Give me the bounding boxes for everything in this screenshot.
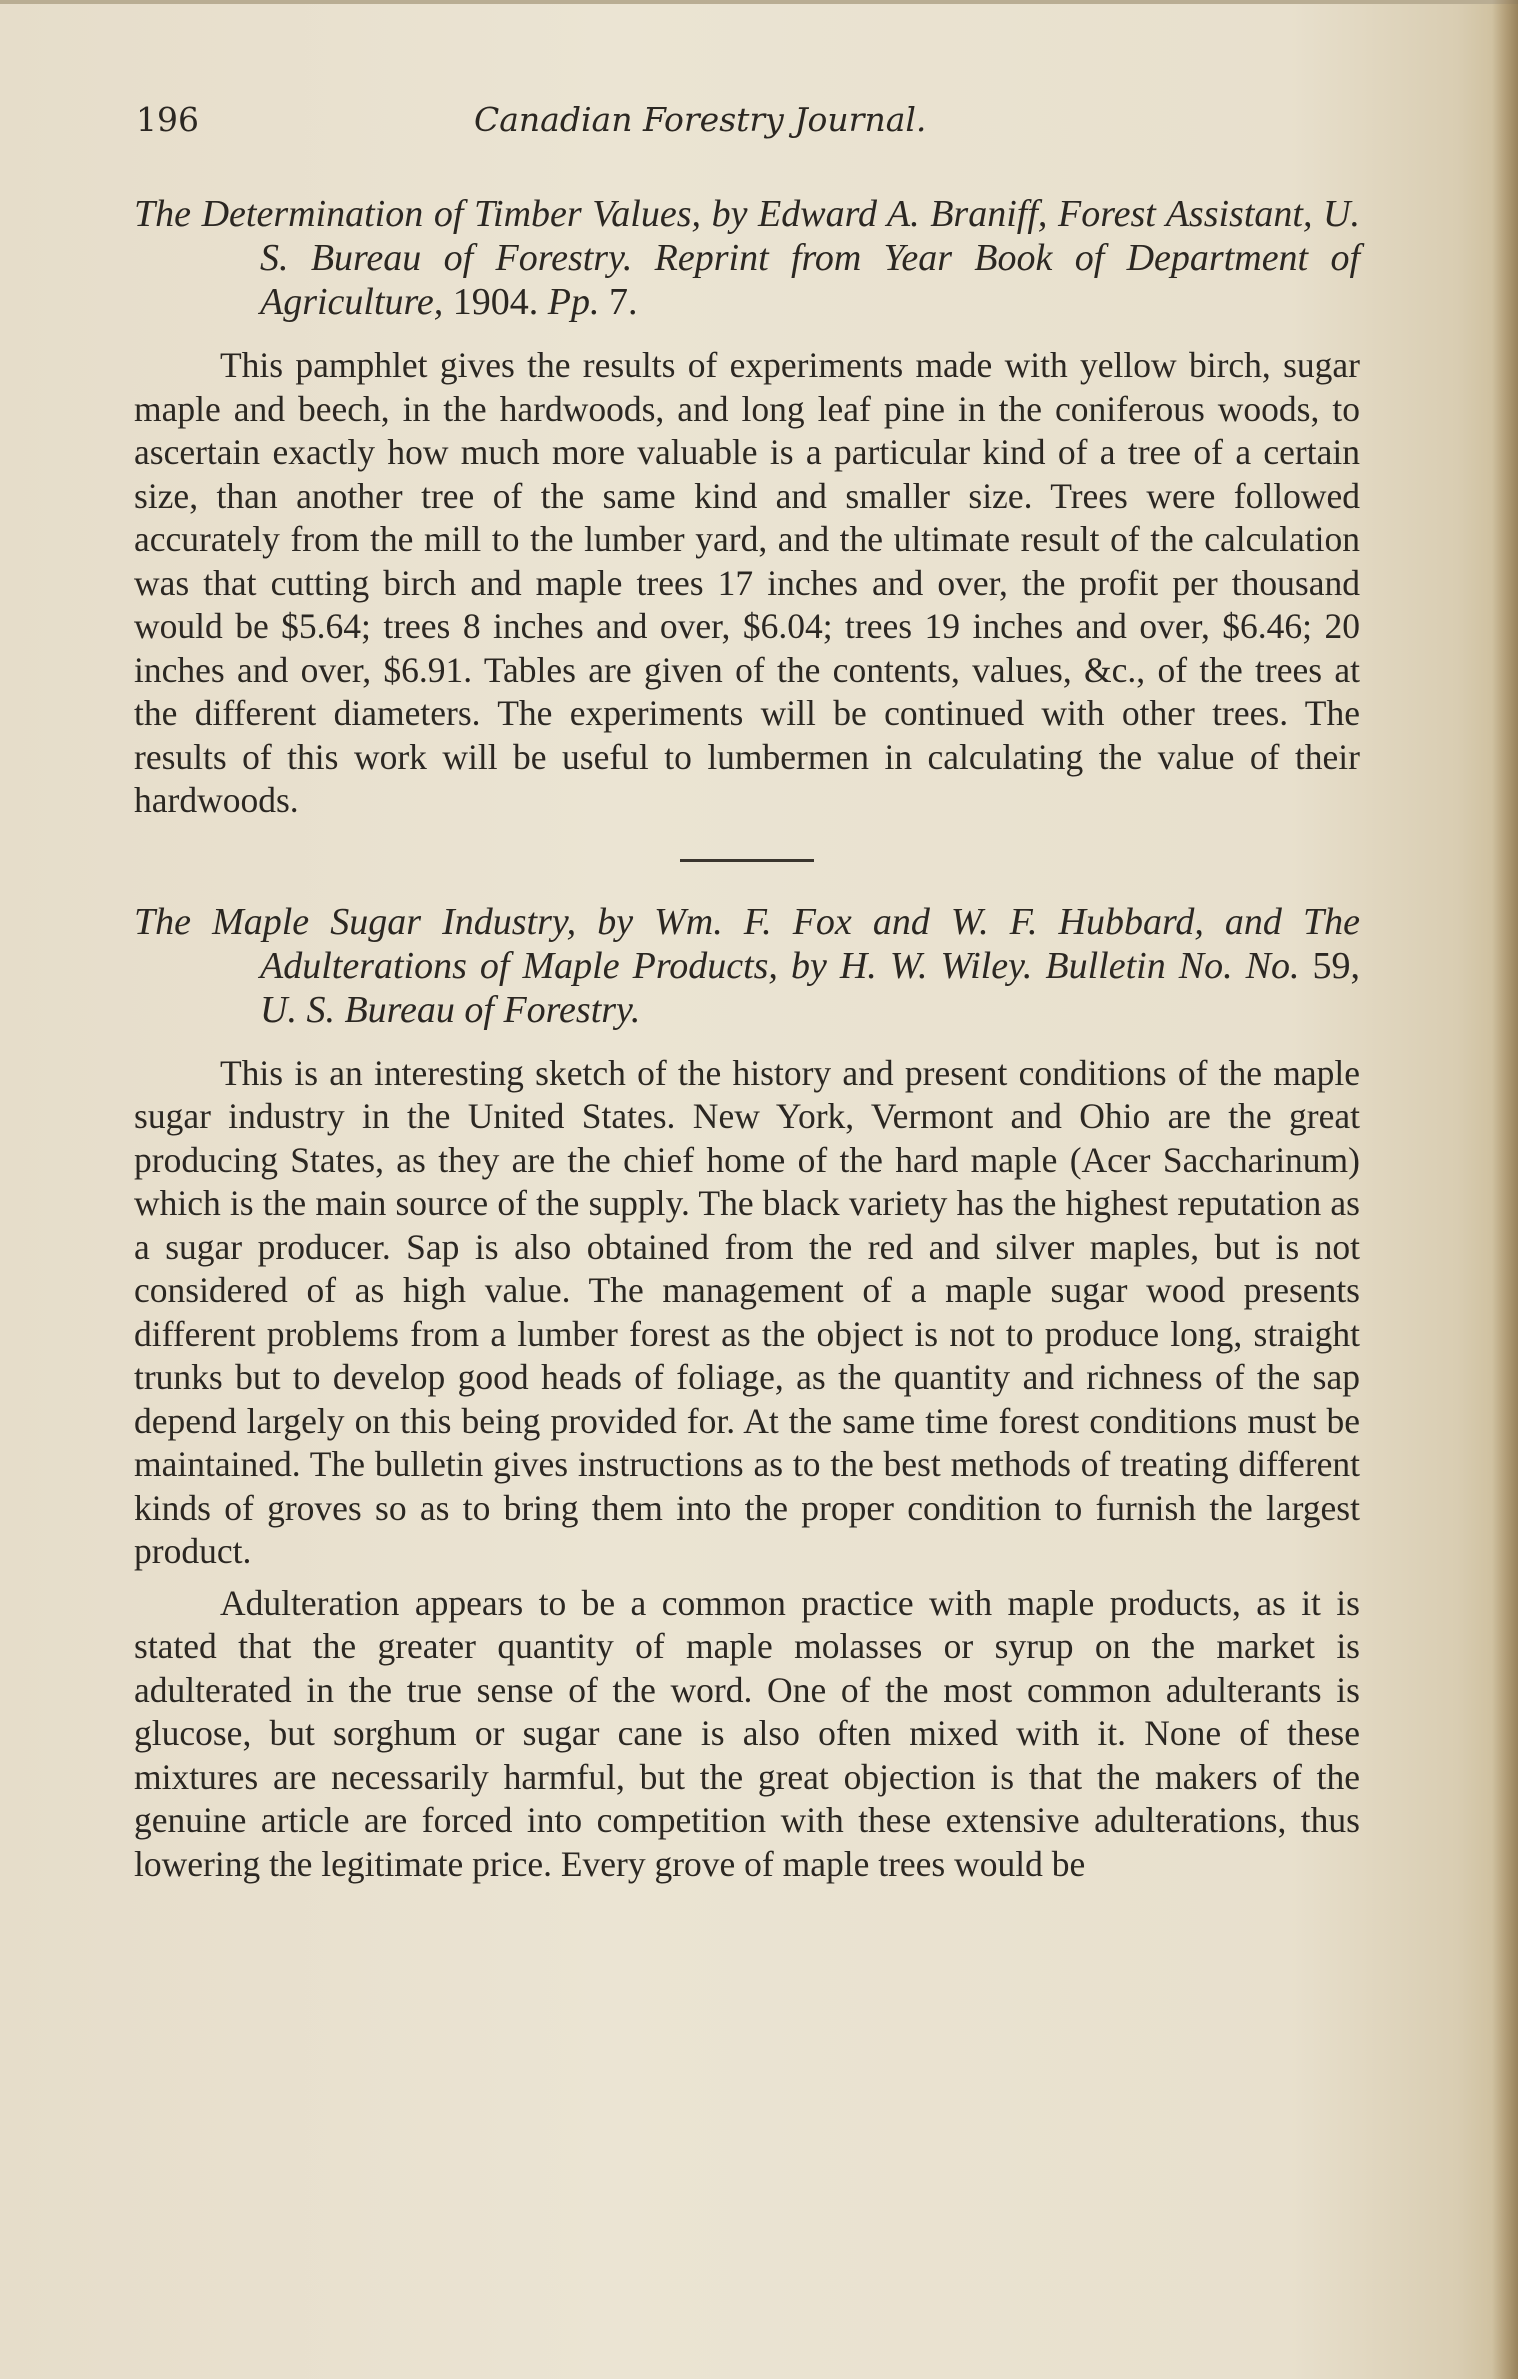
- page-number: 196: [136, 100, 199, 139]
- page-content: [134, 96, 1360, 1886]
- article1-citation-pages: 7.: [609, 281, 638, 323]
- article2-paragraph1: This is an interesting sketch of the history and present conditions of the maple sugar industry in the United States. New York, Vermont and Ohio are the great producing States, as they are the chief home of the hard maple (Acer Saccharinum) which is the main source of the supply. The black variety has the highest reputation as a sugar producer. Sap is also obtained from the red and silver maples, but is not considered of as high value. The management of a maple sugar wood presents different problems from a lumber forest as the object is not to produce long, straight trunks but to develop good heads of foliage, as the quantity and richness of the sap depend largely on this being provided for. At the same time forest conditions must be maintained. The bulletin gives instructions as to the best methods of treating different kinds of groves so as to bring them into the proper condition to furnish the largest product.: [134, 1052, 1360, 1571]
- article2-citation-main: The Maple Sugar Industry, by Wm. F. Fox and W. F. Hubbard, and The Adulterations of Maple Products, by H. W. Wiley. Bulletin No. No.: [134, 900, 1360, 987]
- article2-citation-number: 59,: [1312, 944, 1361, 987]
- section-divider: [680, 859, 814, 862]
- article2-citation: [134, 900, 1360, 1032]
- article1-citation-main: The Determination of Timber Values, by Edward A. Braniff, Forest Assistant, U. S. Bureau of Forestry. Reprint from Year Book of Department of Agriculture,: [134, 193, 1360, 323]
- article1-citation-pages-label: Pp.: [547, 281, 600, 323]
- article1-citation-year: 1904.: [452, 281, 539, 323]
- page-top-edge: [0, 0, 1518, 4]
- article2-citation-end: U. S. Bureau of Forestry.: [260, 988, 641, 1031]
- article1-body: This pamphlet gives the results of experiments made with yellow birch, sugar maple and beech, in the hardwoods, and long leaf pine in the coniferous woods, to ascertain exactly how much more valuable is a particular kind of a tree of a certain size, than another tree of the same kind and smaller size. Trees were followed accurately from the mill to the lumber yard, and the ultimate result of the calculation was that cutting birch and maple trees 17 inches and over, the profit per thousand would be $5.64; trees 8 inches and over, $6.04; trees 19 inches and over, $6.46; 20 inches and over, $6.91. Tables are given of the contents, values, &c., of the trees at the different diameters. The experiments will be continued with other trees. The results of this work will be useful to lumbermen in calculating the value of their hardwoods.: [134, 345, 1360, 820]
- running-head: [134, 96, 1360, 144]
- journal-title: Canadian Forestry Journal.: [474, 100, 927, 139]
- article1-citation: [134, 192, 1360, 324]
- article2-paragraph2: Adulteration appears to be a common practice with maple products, as it is stated that the greater quantity of maple molasses or syrup on the market is adulterated in the true sense of the word. One of the most common adulterants is glucose, but sorghum or sugar cane is also often mixed with it. None of these mixtures are necessarily harmful, but the great objection is that the makers of the genuine article are forced into competition with these extensive adulterations, thus lowering the legitimate price. Every grove of maple trees would be: [134, 1582, 1360, 1884]
- binding-shadow: [1492, 0, 1518, 2379]
